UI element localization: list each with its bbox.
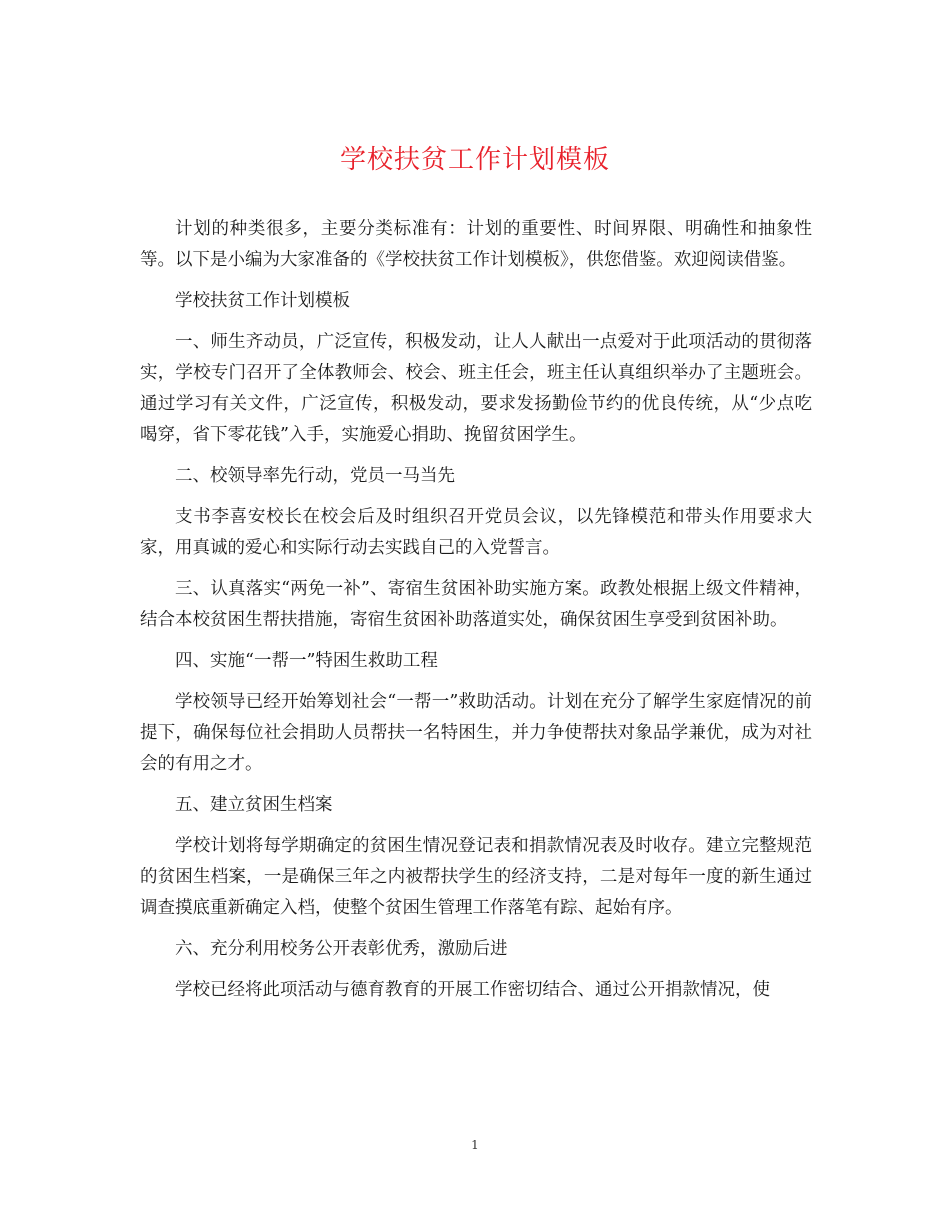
section-4-heading: 四、实施“一帮一”特困生救助工程	[175, 651, 438, 671]
section-5-heading: 五、建立贫困生档案	[175, 795, 333, 815]
section-5-paragraph: 学校计划将每学期确定的贫困生情况登记表和捐款情况表及时收存。建立完整规范的贫困生档案，一是确保三年之内被帮扶学生的经济支持，二是对每年一度的新生通过调查摸底重新确定入档，使整个贫困生管理工作落笔有踪、起始有序。	[140, 836, 812, 918]
intro-paragraph: 计划的种类很多，主要分类标准有：计划的重要性、时间界限、明确性和抽象性等。以下是小编为大家准备的《学校扶贫工作计划模板》，供您借鉴。欢迎阅读借鉴。	[140, 219, 812, 270]
document-body	[140, 214, 812, 1016]
page-number: 1	[471, 1138, 479, 1152]
section-1-paragraph: 一、师生齐动员，广泛宣传，积极发动，让人人献出一点爱对于此项活动的贯彻落实，学校专门召开了全体教师会、校会、班主任会，班主任认真组织举办了主题班会。通过学习有关文件，广泛宣传，积极发动，要求发扬勤俭节约的优良传统，从“少点吃喝穿，省下零花钱”入手，实施爱心捐助、挽留贫困学生。	[140, 332, 812, 445]
section-6-paragraph: 学校已经将此项活动与德育教育的开展工作密切结合、通过公开捐款情况，使	[175, 980, 770, 1000]
section-4-paragraph: 学校领导已经开始筹划社会“一帮一”救助活动。计划在充分了解学生家庭情况的前提下，确保每位社会捐助人员帮扶一名特困生，并力争使帮扶对象品学兼优，成为对社会的有用之才。	[140, 692, 812, 774]
section-3-paragraph: 三、认真落实“两免一补”、寄宿生贫困补助实施方案。政教处根据上级文件精神，结合本校贫困生帮扶措施，寄宿生贫困补助落道实处，确保贫困生享受到贫困补助。	[140, 579, 812, 630]
section-6-heading: 六、充分利用校务公开表彰优秀，激励后进	[175, 939, 508, 959]
section-2-paragraph: 支书李喜安校长在校会后及时组织召开党员会议，以先锋模范和带头作用要求大家，用真诚的爱心和实际行动去实践自己的入党誓言。	[140, 507, 812, 558]
document-title: 学校扶贫工作计划模板	[339, 145, 610, 175]
subtitle-paragraph: 学校扶贫工作计划模板	[175, 291, 350, 311]
section-2-heading: 二、校领导率先行动，党员一马当先	[175, 466, 455, 486]
